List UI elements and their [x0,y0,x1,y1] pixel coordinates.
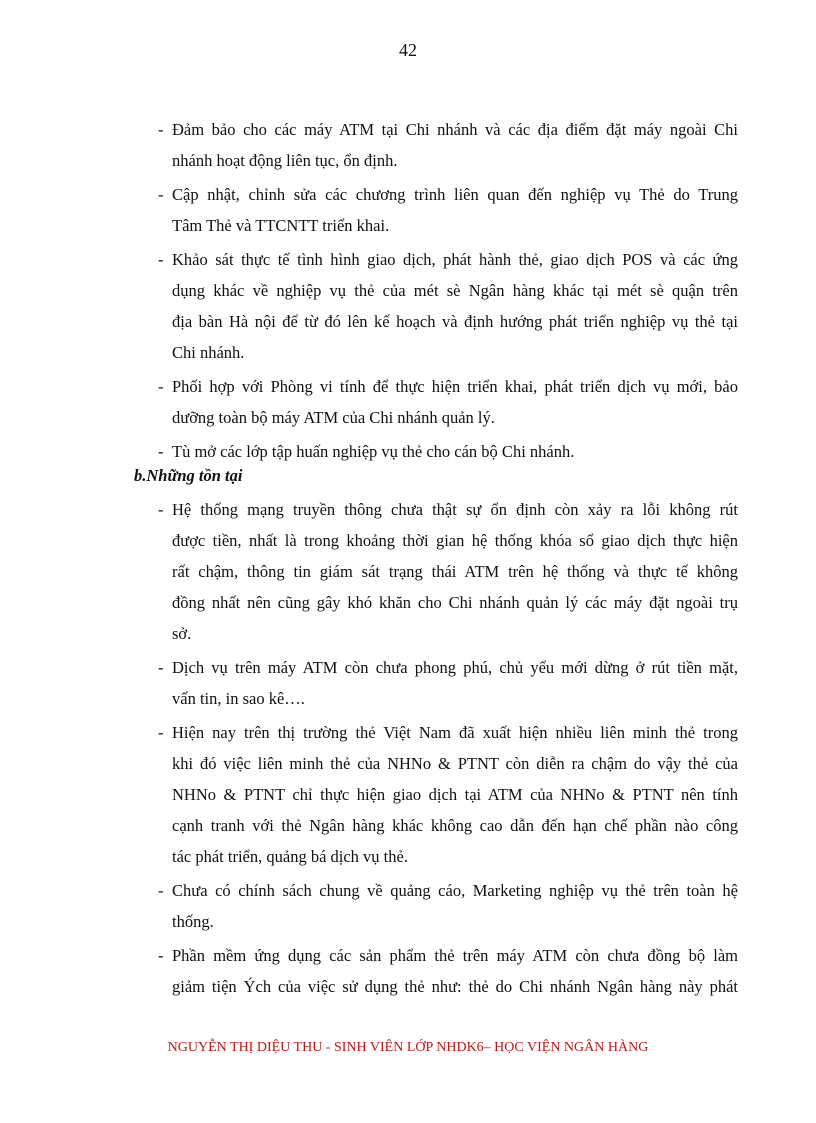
list-item [158,652,738,714]
text-line: thống. [172,912,214,931]
text-line: cạnh tranh với thẻ Ngân hàng khác không cao dẫn đến hạn chế phần nào công [172,816,738,835]
text-line: vấn tin, in sao kê…. [172,689,305,708]
list-item [158,179,738,241]
list-item [158,940,738,1002]
bullet-dash: - [158,377,164,396]
text-line: Hệ thống mạng truyền thông chưa thật sự ổn định còn xảy ra lỗi không rút [172,500,738,519]
text-line: Phần mềm ứng dụng các sản phẩm thẻ trên máy ATM còn chưa đồng bộ làm [172,946,738,965]
text-line: dưỡng toàn bộ máy ATM của Chi nhánh quản lý. [172,408,495,427]
list-item [158,436,738,467]
list-a [158,114,738,470]
text-line: tác phát triển, quảng bá dịch vụ thẻ. [172,847,408,866]
text-line: được tiền, nhất là trong khoảng thời gian hệ thống khóa sổ giao dịch thực hiện [172,531,738,550]
footer-author-line: NGUYỄN THỊ DIỆU THU - SINH VIÊN LỚP NHDK6– HỌC VIỆN NGÂN HÀNG [167,1040,649,1055]
list-item [158,494,738,649]
text-line: đồng nhất nên cũng gây khó khăn cho Chi nhánh quản lý các máy đặt ngoài trụ [172,593,738,612]
text-line: Dịch vụ trên máy ATM còn chưa phong phú, chủ yếu mới dừng ở rút tiền mặt, [172,658,738,677]
text-line: sở. [172,624,192,643]
list-item [158,371,738,433]
bullet-dash: - [158,723,164,742]
text-line: nhánh hoạt động liên tục, ổn định. [172,151,398,170]
bullet-dash: - [158,500,164,519]
bullet-dash: - [158,185,164,204]
section-heading: b.Những tồn tại [134,466,243,485]
text-line: Chưa có chính sách chung về quảng cáo, Marketing nghiệp vụ thẻ trên toàn hệ [172,881,738,900]
text-line: Khảo sát thực tế tình hình giao dịch, phát hành thẻ, giao dịch POS và các ứng [172,250,738,269]
list-item [158,875,738,937]
text-line: Tù mở các lớp tập huấn nghiệp vụ thẻ cho cán bộ Chi nhánh. [172,442,575,461]
text-line: Hiện nay trên thị trường thẻ Việt Nam đã xuất hiện nhiều liên minh thẻ trong [172,723,738,742]
text-line: giảm tiện Ých của việc sử dụng thẻ như: thẻ do Chi nhánh Ngân hàng này phát [172,977,738,996]
text-line: NHNo & PTNT chỉ thực hiện giao dịch tại ATM của NHNo & PTNT nên tính [172,785,738,804]
text-line: địa bàn Hà nội để từ đó lên kế hoạch và định hướng phát triển nghiệp vụ thẻ tại [172,312,738,331]
bullet-dash: - [158,881,164,900]
text-line: Tâm Thẻ và TTCNTT triển khai. [172,216,390,235]
text-line: khi đó việc liên minh thẻ của NHNo & PTNT còn diễn ra chậm do vậy thẻ của [172,754,738,773]
text-line: Đảm bảo cho các máy ATM tại Chi nhánh và các địa điểm đặt máy ngoài Chi [172,120,738,139]
list-item [158,114,738,176]
text-line: Cập nhật, chỉnh sửa các chương trình liên quan đến nghiệp vụ Thẻ do Trung [172,185,738,204]
bullet-dash: - [158,946,164,965]
bullet-dash: - [158,658,164,677]
list-item [158,717,738,872]
bullet-dash: - [158,250,164,269]
text-line: Phối hợp với Phòng vi tính để thực hiện triển khai, phát triển dịch vụ mới, bảo [172,377,738,396]
text-line: rất chậm, thông tin giám sát trạng thái ATM trên hệ thống và thực tế không [172,562,738,581]
page-number: 42 [399,40,417,60]
list-b [158,494,738,1005]
bullet-dash: - [158,442,164,461]
text-line: Chi nhánh. [172,343,245,362]
bullet-dash: - [158,120,164,139]
text-line: dụng khác về nghiệp vụ thẻ của mét sè Ngân hàng khác tại mét sè quận trên [172,281,738,300]
list-item [158,244,738,368]
